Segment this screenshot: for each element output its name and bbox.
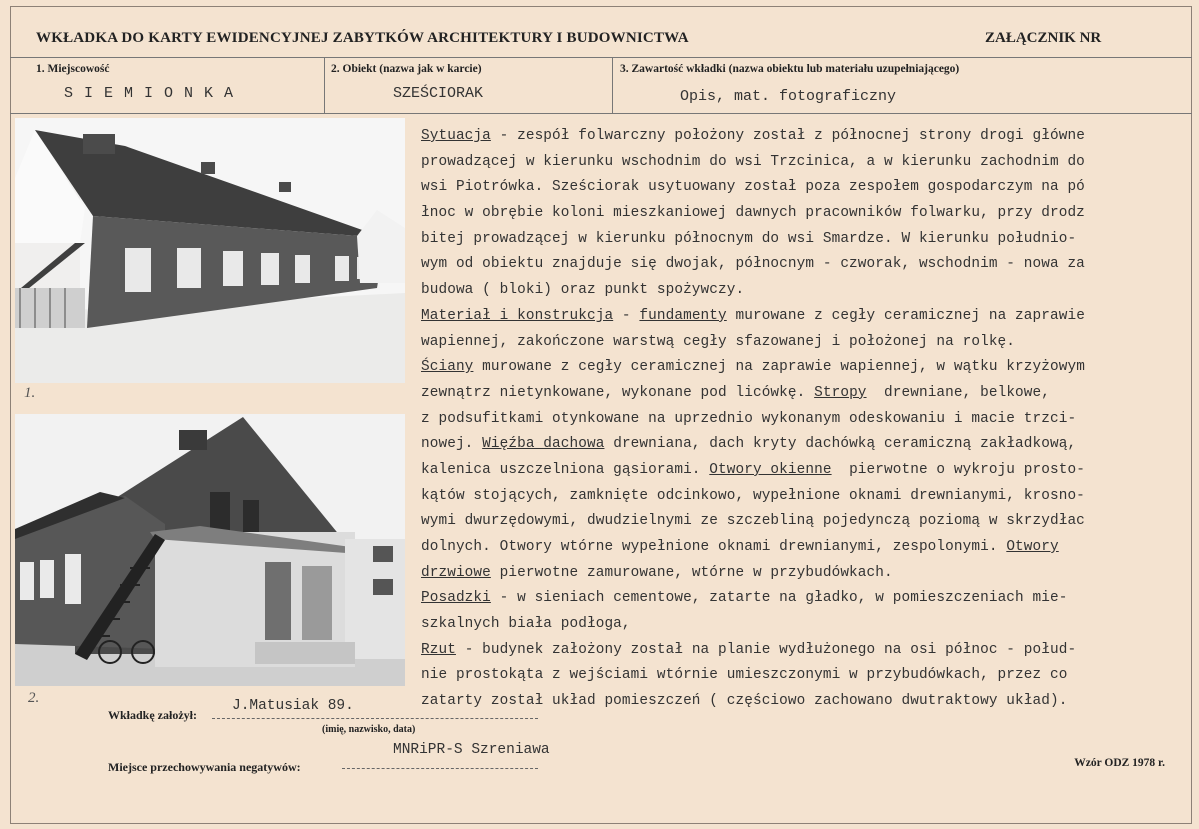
- field-separator-2: [612, 57, 613, 113]
- desc-line-1: Sytuacja - zespół folwarczny położony został z północnej strony drogi główne: [421, 128, 1085, 144]
- desc-line-4: łnoc w obrębie koloni mieszkaniowej dawnych pracowników folwarku, przy drodz: [421, 205, 1085, 222]
- heading-situation: Sytuacja: [421, 128, 491, 144]
- desc-line-7: budowa ( bloki) oraz punkt spożywczy.: [421, 282, 745, 299]
- storage-value: MNRiPR-S Szreniawa: [393, 742, 550, 758]
- photo-2-number: 2.: [28, 690, 40, 706]
- heading-foundations: fundamenty: [639, 307, 727, 324]
- object-value: SZEŚCIORAK: [393, 85, 484, 102]
- storage-label: Miejsce przechowywania negatywów:: [108, 760, 301, 774]
- desc-line-23: zatarty został układ pomieszczeń ( częściowo zachowano dwutraktowy układ).: [421, 693, 1068, 710]
- founder-line: [212, 718, 538, 719]
- founder-sublabel: (imię, nazwisko, data): [322, 724, 416, 735]
- heading-material: Materiał i konstrukcja: [421, 307, 614, 324]
- contents-value: Opis, mat. fotograficzny: [680, 88, 897, 105]
- desc-line-21: Rzut - budynek założony został na planie wydłużonego na osi północ - połud-: [421, 641, 1077, 658]
- photo-2: [15, 414, 405, 686]
- desc-line-9: wapiennej, zakończone warstwą cegły sfazowanej i położonej na rolkę.: [421, 333, 1016, 350]
- desc-line-6: wym od obiektu znajduje się dwojak, północnym - czworak, wschodnim - nowa za: [421, 256, 1085, 273]
- desc-line-18: drzwiowe pierwotne zamurowane, wtórne w przybudówkach.: [421, 564, 893, 581]
- header-divider: [10, 57, 1192, 58]
- desc-line-8: Materiał i konstrukcja - fundamenty murowane z cegły ceramicznej na zaprawie: [421, 307, 1085, 324]
- locality-value: S I E M I O N K A: [64, 85, 235, 102]
- heading-walls: Ściany: [421, 359, 474, 376]
- desc-line-11: zewnątrz nietynkowane, wykonane pod licówkę. Stropy drewniane, belkowe,: [421, 384, 1050, 401]
- desc-line-12: z podsufitkami otynkowane na uprzednio wykonanym odeskowaniu i macie trzci-: [421, 410, 1077, 427]
- desc-line-3: wsi Piotrówka. Sześciorak usytuowany został poza zespołem gospodarczym na pó: [421, 179, 1085, 196]
- fields-divider: [10, 113, 1192, 114]
- photo-1-number: 1.: [24, 385, 36, 401]
- object-label: 2. Obiekt (nazwa jak w karcie): [331, 63, 482, 75]
- heading-windows: Otwory okienne: [709, 461, 832, 478]
- field-separator-1: [324, 57, 325, 113]
- desc-line-5: bitej prowadzącej w kierunku północnym do wsi Smardze. W kierunku południo-: [421, 230, 1077, 247]
- storage-line: [342, 768, 538, 769]
- heading-floors: Posadzki: [421, 590, 491, 607]
- form-title: WKŁADKA DO KARTY EWIDENCYJNEJ ZABYTKÓW ARCHITEKTURY I BUDOWNICTWA: [36, 30, 689, 46]
- photo-1: [15, 118, 405, 383]
- desc-line-14: kalenica uszczelniona gąsiorami. Otwory okienne pierwotne o wykroju prosto-: [421, 461, 1085, 478]
- desc-line-13: nowej. Więźba dachowa drewniana, dach kryty dachówką ceramiczną zakładkową,: [421, 436, 1077, 453]
- desc-line-19: Posadzki - w sieniach cementowe, zatarte na gładko, w pomieszczeniach mie-: [421, 590, 1068, 607]
- founder-label: Wkładkę założył:: [108, 708, 197, 722]
- locality-label: 1. Miejscowość: [36, 63, 110, 75]
- desc-line-22: nie prostokąta z wejściami wtórnie umieszczonymi w przybudówkach, przez co: [421, 667, 1068, 684]
- heading-plan: Rzut: [421, 641, 456, 658]
- description-text: [421, 124, 1186, 715]
- heading-roof-truss: Więźba dachowa: [482, 436, 605, 453]
- desc-line-10: Ściany murowane z cegły ceramicznej na zaprawie wapiennej, w wątku krzyżowym: [421, 359, 1085, 376]
- desc-line-2: prowadzącej w kierunku wschodnim do wsi Trzcinica, a w kierunku zachodnim do: [421, 153, 1085, 170]
- desc-line-16: wymi dwurzędowymi, dwudzielnymi ze szczebliną pojedynczą poziomą w skrzydłac: [421, 513, 1085, 530]
- founder-value: J.Matusiak 89.: [232, 698, 354, 714]
- heading-door-openings: Otwory: [1006, 539, 1059, 555]
- form-model: Wzór ODZ 1978 r.: [1074, 757, 1165, 769]
- attachment-number-label: ZAŁĄCZNIK NR: [985, 30, 1102, 46]
- contents-label: 3. Zawartość wkładki (nazwa obiektu lub materiału uzupełniającego): [620, 63, 960, 75]
- desc-line-20: szkalnych biała podłoga,: [421, 616, 631, 633]
- desc-line-15: kątów stojących, zamknięte odcinkowo, wypełnione oknami drewnianymi, krosno-: [421, 487, 1085, 504]
- heading-ceilings: Stropy: [814, 384, 867, 401]
- desc-line-17: dolnych. Otwory wtórne wypełnione oknami drewnianymi, zespolonymi. Otwory: [421, 539, 1059, 555]
